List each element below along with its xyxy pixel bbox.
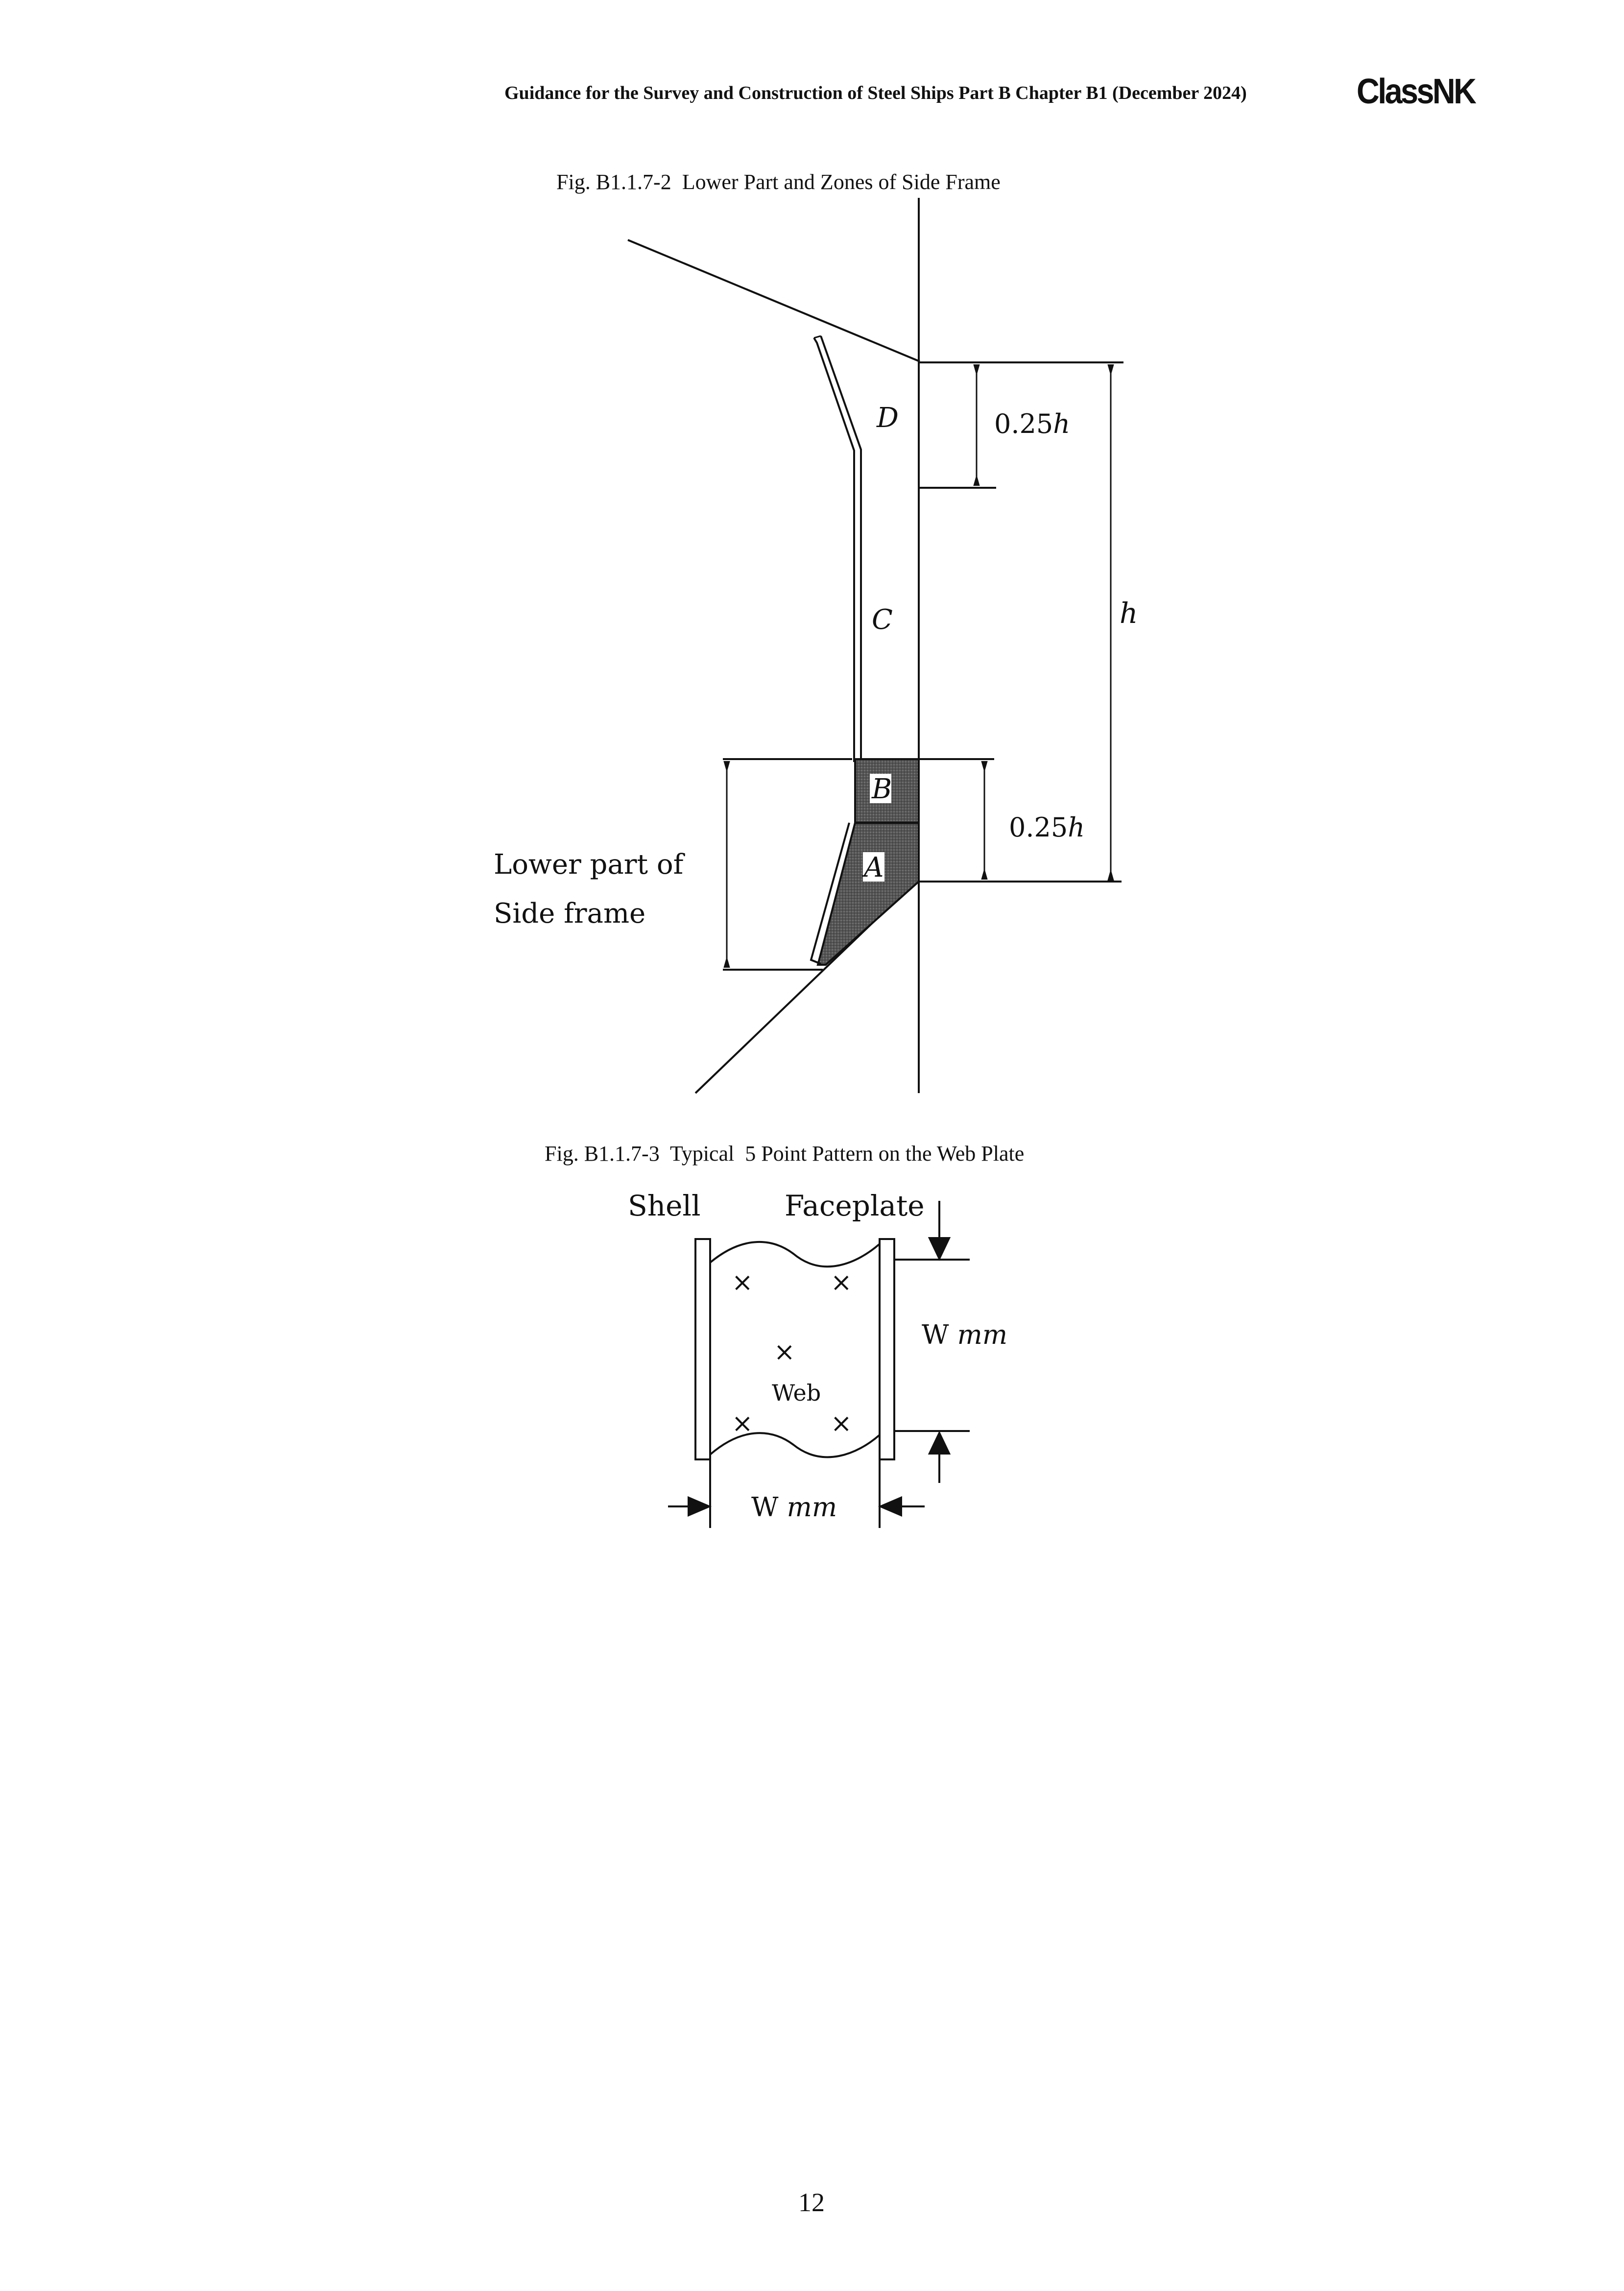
lower-part-label-line1: Lower part of (494, 849, 684, 881)
figure1-drawing (628, 198, 1123, 1093)
page-number: 12 (798, 2188, 825, 2217)
faceplate (880, 1239, 894, 1459)
measure-point-1: × (732, 1268, 753, 1297)
shell-plate (695, 1239, 710, 1459)
dim-top-label: 0.25h (994, 408, 1071, 439)
frame-upper-bracket (814, 338, 854, 762)
figure2-drawing (668, 1201, 970, 1528)
shell-label: Shell (628, 1189, 701, 1222)
measure-point-4: × (732, 1409, 753, 1438)
w-bottom-label: W mm (751, 1492, 837, 1523)
faceplate-label: Faceplate (785, 1189, 925, 1222)
measure-point-3: × (774, 1337, 795, 1367)
lower-part-label-line2: Side frame (494, 898, 646, 930)
classnk-logo: ClassNK (1357, 72, 1475, 111)
zone-b-label: B (872, 773, 892, 805)
running-header: Guidance for the Survey and Construction of Steel Ships Part B Chapter B1 (December 2024) (504, 83, 1247, 103)
dim-bottom-label: 0.25h (1009, 812, 1085, 843)
zone-d-label: D (877, 402, 899, 434)
measure-point-5: × (831, 1409, 852, 1438)
web-label: Web (772, 1380, 821, 1406)
zone-a-label: A (864, 852, 884, 883)
measure-point-2: × (831, 1268, 852, 1297)
web-top-edge (710, 1242, 880, 1266)
hopper-slope (695, 922, 874, 1093)
dim-h-label: h (1120, 597, 1138, 630)
zone-a-shading (811, 823, 919, 965)
w-right-label: W mm (922, 1319, 1008, 1350)
figure1-caption: Fig. B1.1.7-2 Lower Part and Zones of Side Frame (556, 170, 1001, 194)
figure2-caption: Fig. B1.1.7-3 Typical 5 Point Pattern on the Web Plate (545, 1142, 1025, 1166)
zone-c-label: C (872, 604, 893, 636)
topside-tank-slope (628, 240, 920, 361)
